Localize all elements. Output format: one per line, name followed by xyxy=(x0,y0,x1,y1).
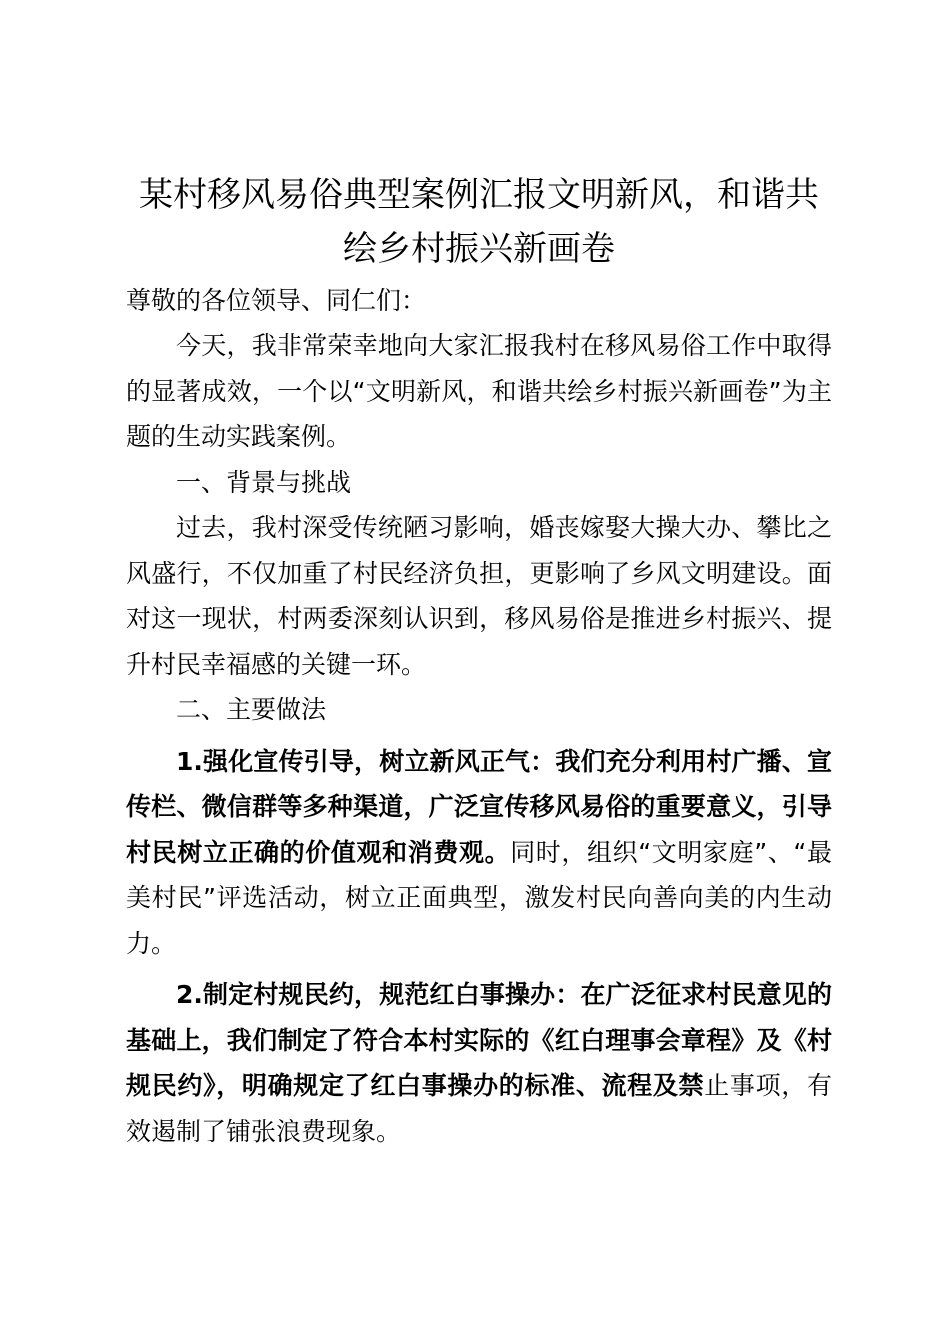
section-heading-methods: 二、主要做法 xyxy=(176,695,327,724)
document-title: 某村移风易俗典型案例汇报文明新风，和谐共绘乡村振兴新画卷 xyxy=(139,175,819,269)
method-item-2-text: 止事项，有效遏制了铺张浪费现象。 xyxy=(126,1071,832,1146)
salutation: 尊敬的各位领导、同仁们： xyxy=(126,286,427,315)
method-item-1-lead: 1.强化宣传引导，树立新风正气：我们充分利用村广播、宣传栏、微信群等多种渠道，广泛宣传移风易俗的重要意义，引导村民树立正确的价值观和消费观。 xyxy=(126,746,832,867)
method-item-1 xyxy=(126,739,832,967)
method-item-2-lead: 2.制定村规民约，规范红白事操办：在广泛征求村民意见的基础上，我们制定了符合本村实际的《红白理事会章程》及《村规民约》，明确规定了红白事操办的标准、流程及禁 xyxy=(126,980,832,1100)
document-body xyxy=(126,168,832,1154)
background-paragraph: 过去，我村深受传统陋习影响，婚丧嫁娶大操大办、攀比之风盛行，不仅加重了村民经济负担，更影响了乡风文明建设。面对这一现状，村两委深刻认识到，移风易俗是推进乡村振兴、提升村民幸福感的关键一环。 xyxy=(126,513,832,679)
method-item-2 xyxy=(126,972,832,1154)
intro-paragraph: 今天，我非常荣幸地向大家汇报我村在移风易俗工作中取得的显著成效，一个以“文明新风，和谐共绘乡村振兴新画卷”为主题的生动实践案例。 xyxy=(126,331,832,451)
method-item-1-text: 同时，组织“文明家庭”、“最美村民”评选活动，树立正面典型，激发村民向善向美的内生动力。 xyxy=(126,837,832,958)
section-heading-background: 一、背景与挑战 xyxy=(176,467,352,497)
